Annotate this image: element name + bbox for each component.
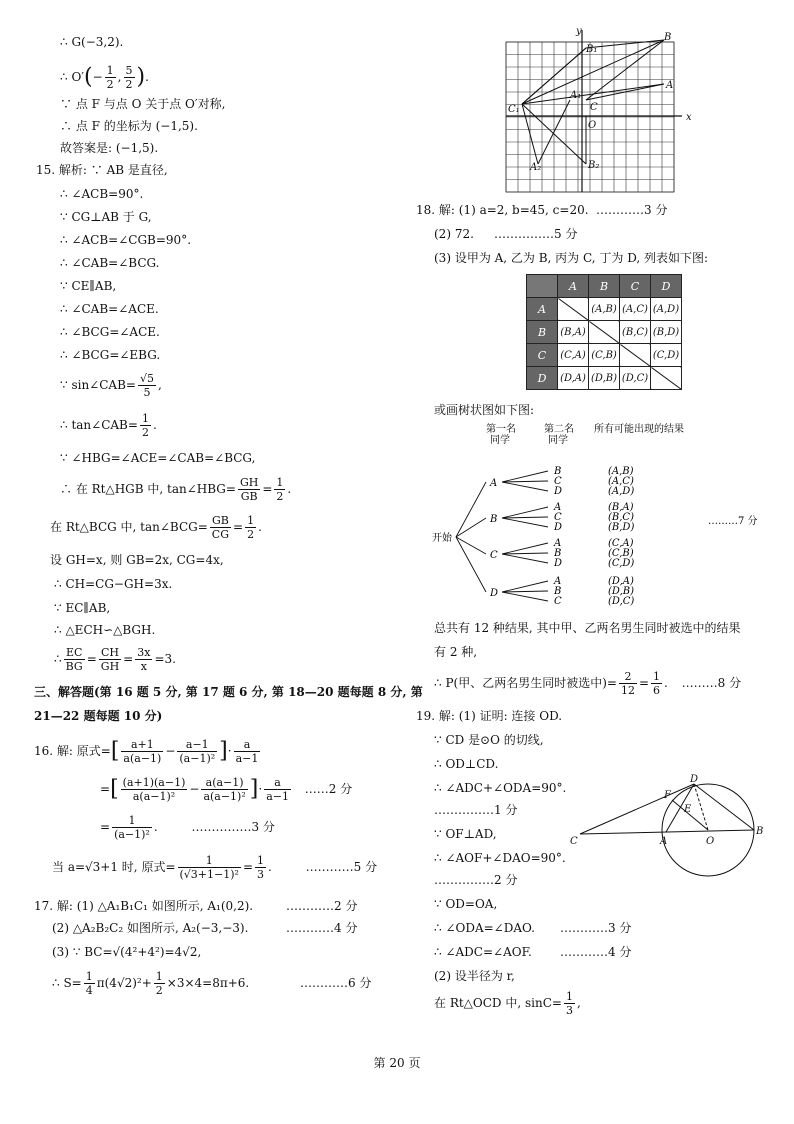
frac-den: 2: [247, 528, 255, 541]
frac-den: a−1: [266, 790, 289, 803]
frac-num: EC: [64, 646, 85, 660]
table-cell: [620, 344, 651, 367]
text-line: =[ $\frac{(a+1)(a-1)}{\text{a(a−1)²}}$ − $\frac{a(a-1)}{\text{a(a−1)²}}$ ]· $\frac{a}{a-1}$ ……2 分: [100, 776, 353, 803]
tree-branch: [502, 482, 548, 491]
circle-figure: [566, 772, 776, 882]
label-x: x: [686, 112, 692, 123]
frac-num: a+1: [121, 738, 163, 752]
outcome-table: [526, 274, 682, 390]
tree-diagram: [430, 420, 780, 616]
frac-den: GH: [100, 660, 120, 673]
text-line: (3) 设甲为 A, 乙为 B, 丙为 C, 丁为 D, 列表如下图:: [434, 251, 709, 265]
text-fragment: ∴ S=: [52, 976, 82, 990]
tree-branch: [502, 591, 548, 592]
frac-num: 1: [247, 514, 255, 527]
frac-num: 1: [85, 970, 93, 983]
text-fragment: 当 a=√3+1 时, 原式=: [52, 860, 176, 874]
text-line: ∴ P(甲、乙两名男生同时被选中)= $\frac{2}{12}$ = $\frac{1}{6}$ . ………8 分: [434, 670, 742, 697]
frac-num: 1: [141, 412, 149, 425]
frac-den: BG: [65, 660, 83, 673]
frac-den: 6: [653, 684, 661, 697]
text-line: ∵ EC∥AB,: [54, 601, 111, 615]
tree-second-node: A: [554, 538, 562, 549]
frac-den: (a−1)²: [114, 828, 150, 841]
label-origin: O: [588, 120, 597, 131]
score-marker: ……………3 分: [191, 820, 275, 834]
circle-label-D: D: [690, 774, 699, 785]
text-line: ∴ tan∠CAB= $\frac{1}{2}$ .: [60, 412, 157, 439]
frac-num: 1: [565, 990, 573, 1003]
table-row: [527, 321, 682, 344]
table-cell: [558, 298, 589, 321]
label-B2: B₂: [588, 160, 600, 171]
tree-branch: [502, 554, 548, 563]
text-line: ∴ ∠CAB=∠BCG.: [60, 256, 160, 270]
frac-den: a−1: [235, 752, 259, 765]
tree-second-node: C: [554, 596, 562, 607]
table-row-header: D: [527, 367, 558, 390]
score-marker: …………3 分: [560, 921, 632, 935]
frac-num: 1: [178, 854, 241, 868]
text-line: ∵ CE∥AB,: [60, 279, 117, 293]
text-line: 总共有 12 种结果, 其中甲、乙两名男生同时被选中的结果: [434, 621, 741, 635]
frac-den: 2: [276, 490, 284, 503]
text-line: ∴ ∠BCG=∠EBG.: [60, 348, 161, 362]
table-cell: (C,D): [651, 344, 682, 367]
frac-den: 2: [106, 78, 114, 91]
frac-den: (√3+1−1)²: [179, 868, 239, 881]
tree-result: (C,B): [608, 548, 634, 559]
score-marker: …………4 分: [286, 921, 358, 935]
tree-result: (B,D): [608, 522, 635, 533]
frac-den: 5: [143, 386, 151, 399]
text-fragment: 16. 解: 原式=: [34, 744, 111, 758]
tree-branch: [456, 518, 486, 537]
table-header-cell: C: [620, 275, 651, 298]
text-line: ∴ CH=CG−GH=3x.: [54, 577, 173, 591]
table-cell: (B,C): [620, 321, 651, 344]
tree-second-node: B: [554, 466, 562, 477]
text-line: (2) 72.: [434, 227, 474, 241]
question-15-heading: 15. 解析: ∵ AB 是直径,: [36, 163, 168, 177]
tree-second-node: C: [554, 512, 562, 523]
tree-second-node: D: [554, 486, 563, 497]
text-line: ∵ 点 F 与点 O 关于点 O′对称,: [60, 97, 226, 111]
section-heading: 三、解答题(第 16 题 5 分, 第 17 题 6 分, 第 18—20 题每题 8 分, 第: [34, 685, 423, 699]
text-line: [52, 968, 249, 998]
frac-num: 2: [619, 670, 637, 684]
table-row: [527, 344, 682, 367]
table-row-header: C: [527, 344, 558, 367]
text-line: 16. 解: 原式=[ $\frac{a+1}{a(a-1)}$ − $\frac{a-1}{\text{(a−1)²}}$ ]· $\frac{a}{a-1}$: [34, 738, 259, 765]
text-line: = $\frac{1}{\text{(a−1)²}}$ . ……………3 分: [100, 814, 275, 841]
text-line: ∵ OD=OA,: [434, 897, 498, 911]
tree-branch: [502, 592, 548, 601]
text-line: 17. 解: (1) △A₁B₁C₁ 如图所示, A₁(0,2).: [34, 899, 254, 913]
text-fragment: ×3×4=8π+6.: [166, 976, 250, 990]
tree-first-node: A: [490, 478, 498, 489]
score-marker: …………2 分: [286, 899, 358, 913]
text-fragment: =3.: [154, 652, 176, 666]
table-corner: [527, 275, 558, 298]
frac-num: 1: [653, 670, 661, 683]
table-cell: (B,A): [558, 321, 589, 344]
tree-branch: [502, 553, 548, 554]
label-A: A: [666, 80, 674, 91]
text-line: (2) 设半径为 r,: [434, 969, 515, 983]
question-19-heading: 19. 解: (1) 证明: 连接 OD.: [416, 709, 563, 723]
frac-num: (a+1)(a−1): [122, 776, 186, 789]
text-fragment: ∴ P(甲、乙两名男生同时被选中)=: [434, 676, 617, 690]
table-cell: (A,B): [589, 298, 620, 321]
text-line: 有 2 种,: [434, 645, 478, 659]
score-marker: …………3 分: [596, 203, 668, 217]
frac-den: a(a−1)²: [203, 790, 246, 803]
table-header-cell: B: [589, 275, 620, 298]
tree-start-label: 开始: [432, 533, 452, 544]
tree-branch: [502, 471, 548, 482]
frac-den: GB: [240, 490, 258, 503]
tree-result: (A,C): [608, 476, 634, 487]
table-cell: (D,A): [558, 367, 589, 390]
circle-label-B: B: [756, 826, 764, 837]
tree-result: (B,A): [608, 502, 634, 513]
text-line: ∴ OD⊥CD.: [434, 757, 499, 771]
text-line: ∴ ∠ACB=∠CGB=90°.: [60, 233, 192, 247]
tree-header-results: 所有可能出现的结果: [594, 424, 684, 435]
text-line: ∵ sin∠CAB= $\frac{√5}{5}$ ,: [60, 372, 162, 399]
frac-den: 3: [257, 868, 264, 881]
coordinate-grid-figure: [500, 24, 700, 196]
tree-header-second-sub: 同学: [548, 435, 568, 446]
tree-second-node: B: [554, 548, 562, 559]
text-line: 或画树状图如下图:: [434, 403, 535, 417]
tree-result: (D,B): [608, 586, 634, 597]
frac-num: 1: [276, 476, 284, 489]
tree-header-first-sub: 同学: [490, 435, 510, 446]
tree-result: (B,C): [608, 512, 634, 523]
text-line: ∴ ∠CAB=∠ACE.: [60, 302, 159, 316]
tree-branch: [502, 481, 548, 482]
text-line: 在 Rt△OCD 中, sinC= $\frac{1}{3}$ ,: [434, 990, 581, 1017]
text-fragment: 在 Rt△OCD 中, sinC=: [434, 996, 562, 1010]
frac-num: a: [264, 776, 291, 790]
text-line: ∴ G(−3,2).: [60, 35, 124, 49]
table-cell: (A,D): [651, 298, 682, 321]
circle-label-F: F: [664, 790, 671, 801]
text-line: ∵ CG⊥AB 于 G,: [60, 210, 152, 224]
tree-branch: [502, 517, 548, 518]
text-fragment: ∴ O′: [60, 70, 85, 84]
tree-second-node: B: [554, 586, 562, 597]
text-line: 当 a=√3+1 时, 原式= $\frac{1}{\text{(√3+1−1)²}}$ = $\frac{1}{3}$ . …………5 分: [52, 854, 378, 881]
tree-header-first: 第一名: [486, 424, 516, 435]
tree-result: (C,A): [608, 538, 634, 549]
tree-second-node: C: [554, 476, 562, 487]
text-line: ∴ $\frac{EC}{BG}$ = $\frac{CH}{GH}$ = $\frac{3x}{x}$ =3.: [54, 646, 176, 673]
tree-second-node: D: [554, 522, 563, 533]
frac-num: a−1: [177, 738, 217, 752]
table-cell: (C,A): [558, 344, 589, 367]
question-18-heading: 18. 解: (1) a=2, b=45, c=20.: [416, 203, 589, 217]
text-line: ∴ ∠ADC=∠AOF.: [434, 945, 532, 959]
label-C1: C₁: [508, 104, 520, 115]
text-line: ∵ CD 是⊙O 的切线,: [434, 733, 544, 747]
tree-second-node: D: [554, 558, 563, 569]
frac-den: CG: [211, 528, 229, 541]
table-row: [527, 298, 682, 321]
text-fragment: 在 Rt△BCG 中, tan∠BCG=: [50, 520, 208, 534]
table-row-header: B: [527, 321, 558, 344]
circle-label-O: O: [706, 836, 715, 847]
circle-label-A: A: [660, 836, 668, 847]
score-marker: ……………1 分: [434, 803, 518, 817]
label-C: C: [590, 102, 598, 113]
page-number: 第 20 页: [373, 1056, 421, 1070]
table-row-header: A: [527, 298, 558, 321]
frac-num: 1: [257, 854, 264, 867]
table-cell: (D,C): [620, 367, 651, 390]
text-fragment: ∴: [54, 652, 62, 666]
score-marker: ……………2 分: [434, 873, 518, 887]
tree-first-node: B: [490, 514, 498, 525]
tree-header-second: 第二名: [544, 424, 574, 435]
tree-result: (D,A): [608, 576, 634, 587]
table-cell: [589, 321, 620, 344]
text-line: ∴ ∠ACB=90°.: [60, 187, 144, 201]
text-fragment: ∴ 在 Rt△HGB 中, tan∠HBG=: [60, 482, 236, 496]
frac-den: x: [140, 660, 147, 673]
table-cell: [651, 367, 682, 390]
frac-den: a(a−1): [123, 752, 162, 765]
table-cell: (A,C): [620, 298, 651, 321]
text-fragment: ∵ sin∠CAB=: [60, 378, 136, 392]
label-B1: B₁: [586, 44, 598, 55]
frac-den: 4: [85, 984, 93, 997]
circle-label-C: C: [570, 836, 578, 847]
frac-num: 1: [112, 814, 152, 828]
frac-num: 3x: [137, 646, 151, 659]
tree-branch: [502, 518, 548, 527]
table-cell: (C,B): [589, 344, 620, 367]
tree-branch: [456, 482, 486, 537]
tree-result: (D,C): [608, 596, 635, 607]
frac-num: 1: [106, 64, 114, 77]
tree-first-node: C: [490, 550, 498, 561]
frac-den: (a−1)²: [179, 752, 216, 765]
label-B: B: [664, 32, 672, 43]
table-cell: (B,D): [651, 321, 682, 344]
tree-branch: [502, 507, 548, 518]
score-marker: ……………5 分: [494, 227, 578, 241]
section-heading: 21—22 题每题 10 分): [34, 709, 163, 723]
tree-second-node: A: [554, 502, 562, 513]
table-header-cell: D: [651, 275, 682, 298]
frac-num: √5: [139, 372, 154, 385]
tree-branch: [502, 581, 548, 592]
frac-den: a(a−1)²: [132, 790, 176, 803]
frac-den: 12: [620, 684, 635, 697]
frac-num: 1: [155, 970, 163, 983]
table-cell: (D,B): [589, 367, 620, 390]
text-line: ∵ ∠HBG=∠ACE=∠CAB=∠BCG,: [60, 451, 256, 465]
score-marker: ………7 分: [708, 516, 758, 527]
frac-den: 2: [125, 78, 133, 91]
text-line: 在 Rt△BCG 中, tan∠BCG= $\frac{GB}{CG}$ = $\frac{1}{2}$ .: [50, 514, 262, 541]
text-line: (3) ∵ BC=√(4²+4²)=4√2,: [52, 945, 202, 959]
score-marker: ………8 分: [681, 676, 742, 690]
text-line: ∴ ∠ADC+∠ODA=90°.: [434, 781, 567, 795]
text-line: 故答案是: (−1,5).: [60, 141, 159, 155]
text-line: ∴ 在 Rt△HGB 中, tan∠HBG= $\frac{GH}{GB}$ = $\frac{1}{2}$ .: [60, 476, 292, 503]
frac-num: CH: [99, 646, 121, 660]
text-line: ∵ OF⊥AD,: [434, 827, 497, 841]
score-marker: …………4 分: [560, 945, 632, 959]
score-marker: ……2 分: [304, 782, 353, 796]
text-line: (2) △A₂B₂C₂ 如图所示, A₂(−3,−3).: [52, 921, 249, 935]
circle-label-E: E: [684, 804, 692, 815]
table-row: [527, 367, 682, 390]
frac-num: a(a−1): [201, 776, 247, 790]
score-marker: …………6 分: [300, 976, 372, 990]
text-line: ∴ ∠BCG=∠ACE.: [60, 325, 160, 339]
tree-first-node: D: [490, 588, 499, 599]
score-marker: …………5 分: [305, 860, 378, 874]
label-A1: A₁: [570, 90, 582, 101]
tree-branch: [502, 543, 548, 554]
text-line: ∴ O′(− $\frac{1}{2}$ , $\frac{5}{2}$ ).: [60, 64, 149, 91]
frac-den: 2: [141, 426, 149, 439]
table-header-row: [527, 275, 682, 298]
tree-result: (A,D): [608, 486, 635, 497]
tree-second-node: A: [554, 576, 562, 587]
text-line: 设 GH=x, 则 GB=2x, CG=4x,: [50, 553, 224, 567]
frac-num: GB: [210, 514, 231, 528]
frac-den: 2: [155, 984, 163, 997]
text-line: ∴ ∠AOF+∠DAO=90°.: [434, 851, 566, 865]
label-y: y: [576, 26, 582, 37]
frac-num: GH: [239, 476, 259, 489]
text-fragment: π(4√2)²+: [96, 976, 152, 990]
table-header-cell: A: [558, 275, 589, 298]
text-line: ∴ △ECH∽△BGH.: [54, 623, 156, 637]
text-fragment: ∴ tan∠CAB=: [60, 418, 138, 432]
label-A2: A₂: [530, 162, 542, 173]
frac-num: 5: [125, 64, 133, 77]
text-line: ∴ 点 F 的坐标为 (−1,5).: [60, 119, 198, 133]
frac-den: 3: [565, 1004, 573, 1017]
frac-num: a: [234, 738, 261, 752]
tree-result: (A,B): [608, 466, 634, 477]
text-line: ∴ ∠ODA=∠DAO.: [434, 921, 535, 935]
tree-result: (C,D): [608, 558, 635, 569]
